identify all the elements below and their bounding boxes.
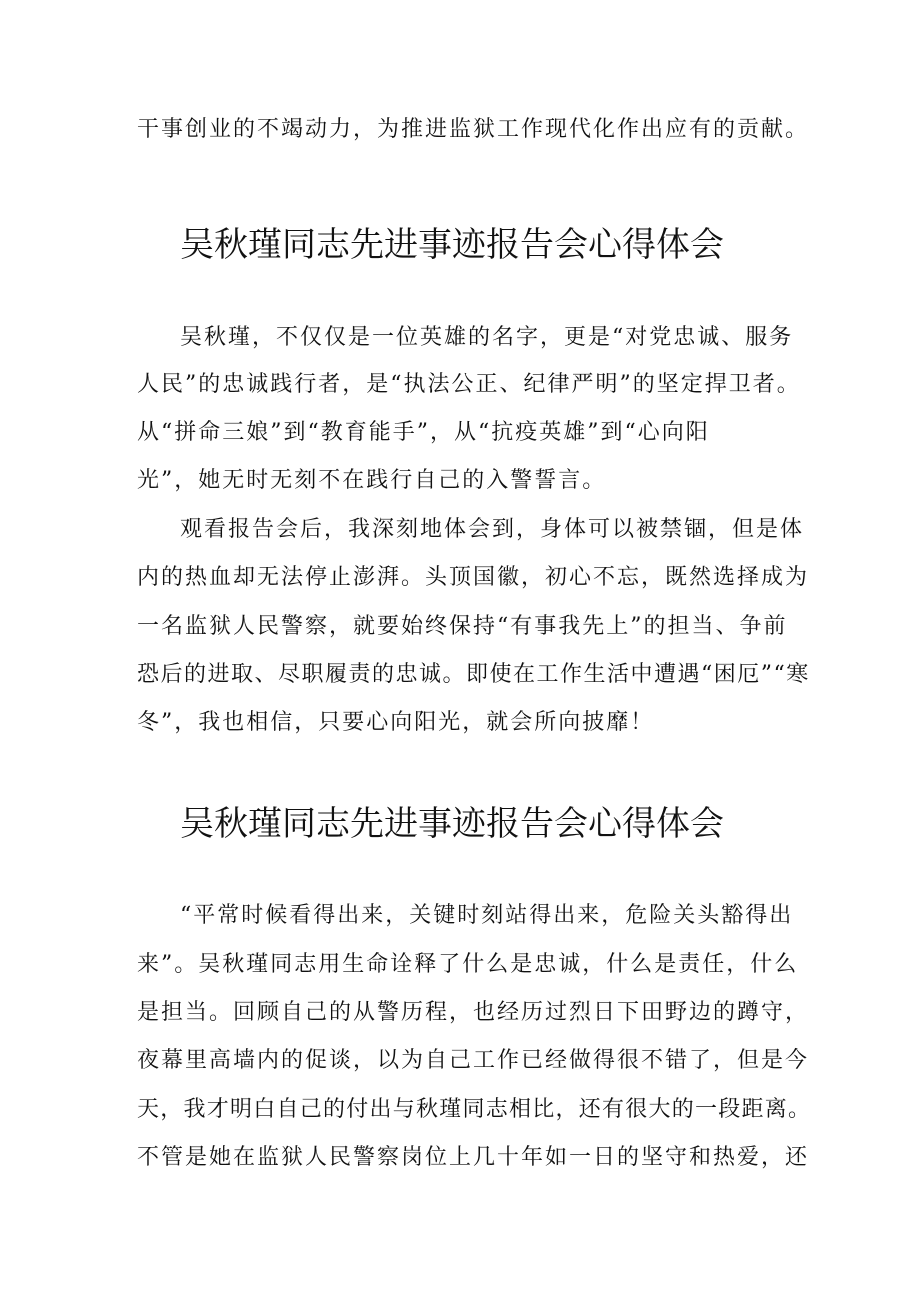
paragraph-line: 人民”的忠诚践行者，是“执法公正、纪律严明”的坚定捍卫者。 — [137, 372, 801, 397]
paragraph-line: 光”，她无时无刻不在践行自己的入警誓言。 — [137, 468, 607, 493]
paragraph-line: 从“拼命三娘”到“教育能手”，从“抗疫英雄”到“心向阳 — [137, 420, 710, 445]
article-title: 吴秋瑾同志先进事迹报告会心得体会 — [180, 225, 724, 265]
paragraph-line: 不管是她在监狱人民警察岗位上几十年如一日的坚守和热爱，还 — [137, 1145, 810, 1170]
paragraph-line: 内的热血却无法停止澎湃。头顶国徽，初心不忘，既然选择成为 — [137, 565, 810, 590]
paragraph-line: 一名监狱人民警察，就要始终保持“有事我先上”的担当、争前 — [137, 614, 788, 639]
paragraph-line: 冬”，我也相信，只要心向阳光，就会所向披靡！ — [137, 710, 655, 735]
paragraph-line: 来”。吴秋瑾同志用生命诠释了什么是忠诚，什么是责任，什么 — [137, 952, 799, 977]
paragraph-line: 吴秋瑾，不仅仅是一位英雄的名字，更是“对党忠诚、服务 — [180, 325, 794, 350]
paragraph-line: 干事创业的不竭动力，为推进监狱工作现代化作出应有的贡献。 — [137, 117, 810, 142]
paragraph-line: “平常时候看得出来，关键时刻站得出来，危险关头豁得出 — [180, 903, 794, 928]
article-title: 吴秋瑾同志先进事迹报告会心得体会 — [180, 804, 724, 844]
paragraph-line: 观看报告会后，我深刻地体会到，身体可以被禁锢，但是体 — [180, 517, 805, 542]
paragraph-line: 是担当。回顾自己的从警历程，也经历过烈日下田野边的蹲守， — [137, 1000, 810, 1025]
paragraph-line: 恐后的进取、尽职履责的忠诚。即使在工作生活中遭遇“困厄”“寒 — [137, 662, 810, 687]
paragraph-line: 天，我才明白自己的付出与秋瑾同志相比，还有很大的一段距离。 — [137, 1097, 812, 1122]
paragraph-line: 夜幕里高墙内的促谈，以为自己工作已经做得很不错了，但是今 — [137, 1048, 810, 1073]
